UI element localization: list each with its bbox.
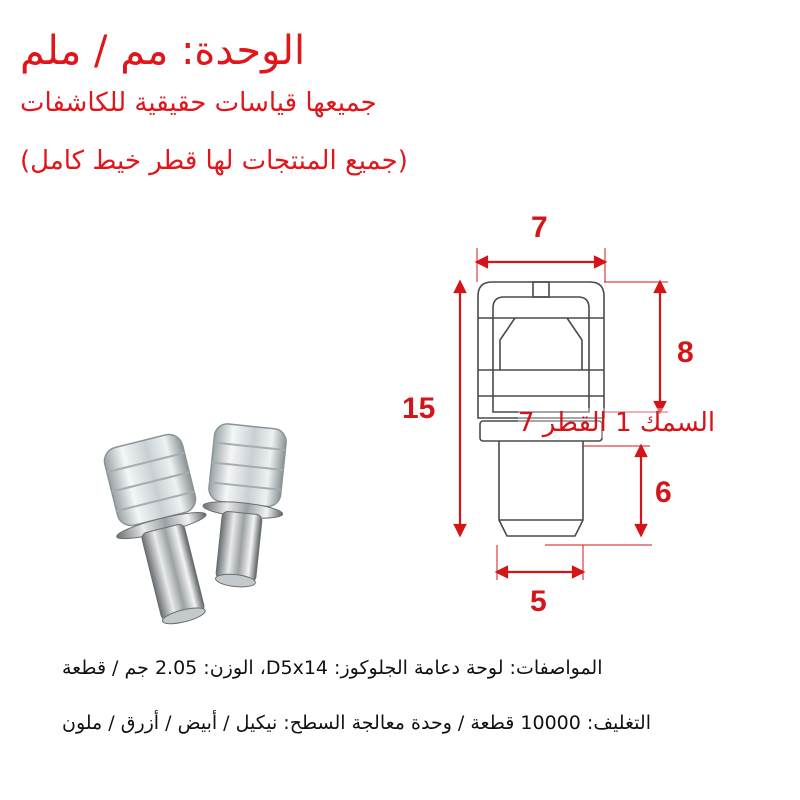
thickness-diameter-label: السمك 1 القطر 7 [518, 408, 716, 438]
measure-note: جميعها قياسات حقيقية للكاشفات [20, 88, 377, 118]
dimension-shank-length: 6 [655, 476, 672, 509]
dimension-head-height: 8 [677, 336, 694, 369]
packaging-line: التغليف: 10000 قطعة / وحدة معالجة السطح: نيكيل / أبيض / أزرق / ملون [62, 712, 651, 734]
unit-title: الوحدة: مم / ملم [20, 28, 306, 74]
thread-note: (جميع المنتجات لها قطر خيط كامل) [20, 146, 408, 176]
specification-line: المواصفات: لوحة دعامة الجلوكوز: D5x14، الوزن: 2.05 جم / قطعة [62, 657, 603, 679]
dimension-width-top: 7 [531, 211, 548, 244]
dimension-shank-width: 5 [530, 585, 547, 618]
dimension-total-height: 15 [402, 392, 436, 425]
